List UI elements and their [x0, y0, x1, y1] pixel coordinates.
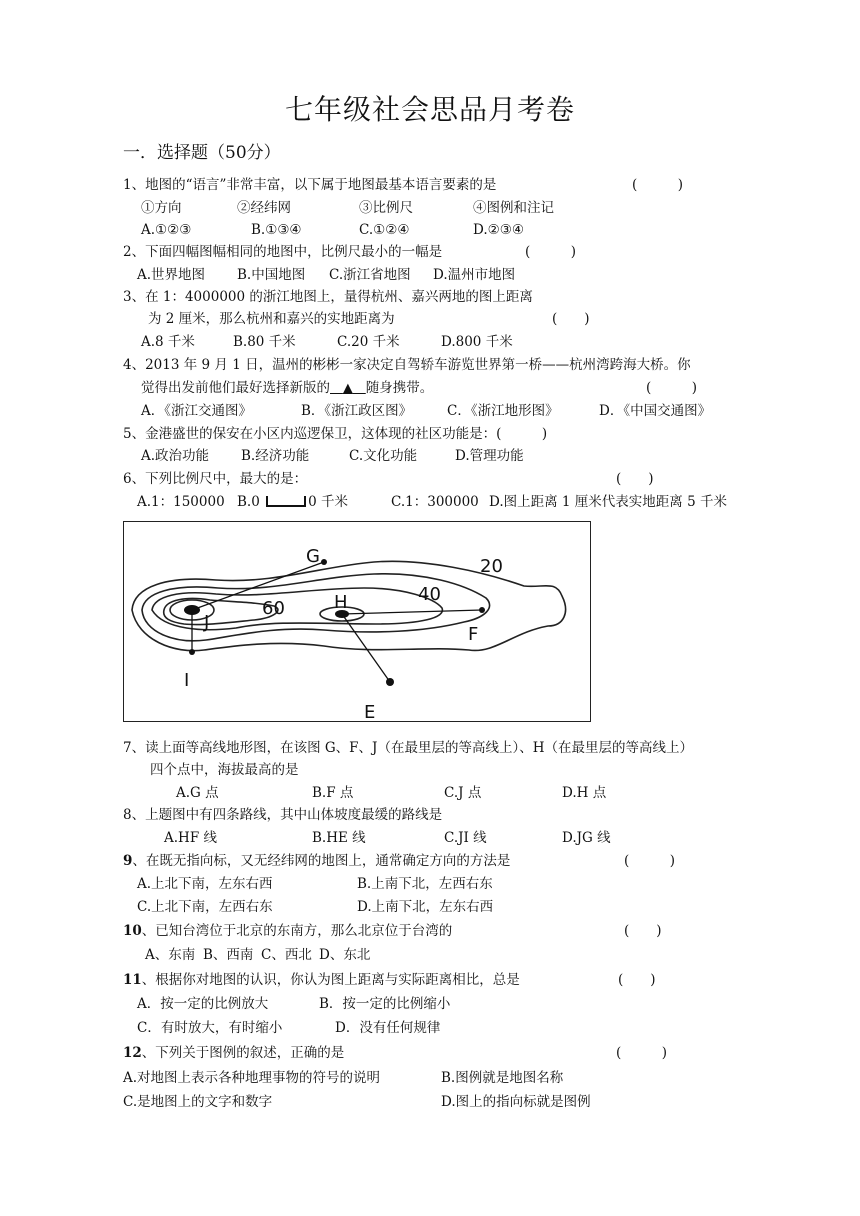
q8-stem: 8、上题图中有四条路线，其中山体坡度最缓的路线是: [123, 807, 443, 823]
q6-option-b: [237, 493, 348, 511]
scale-bar-icon: [266, 496, 306, 507]
q9-stem: [123, 852, 510, 870]
q6-option-c: C.1：300000: [391, 494, 479, 510]
q3-option: C.20 千米: [337, 334, 400, 350]
q10-option: B、西南: [203, 947, 254, 963]
q5-option: A.政治功能: [141, 448, 210, 464]
q9-number: 9: [123, 853, 133, 869]
q10-text: 、已知台湾位于北京的东南方，那么北京位于台湾的: [141, 923, 453, 939]
q5-option: C.文化功能: [349, 448, 418, 464]
q4-paren: ( ): [646, 380, 698, 396]
q9-paren: ( ): [624, 853, 676, 869]
q1-option: B.①③④: [251, 222, 302, 238]
q2-paren: ( ): [525, 244, 577, 260]
q11-stem: [123, 971, 520, 989]
q4-stem-prefix: 觉得出发前他们最好选择新版的: [141, 380, 330, 396]
q1-stem: 1、地图的“语言”非常丰富，以下属于地图最基本语言要素的是: [123, 177, 497, 193]
q12-paren: ( ): [616, 1045, 668, 1061]
q7-option: B.F 点: [312, 785, 354, 801]
q9-option: C.上北下南，左西右东: [137, 899, 273, 915]
q6-option-b-end: 0 千米: [308, 494, 348, 510]
q2-stem: 2、下面四幅图幅相同的地图中，比例尺最小的一幅是: [123, 244, 443, 260]
q9-text: 、在既无指向标，又无经纬网的地图上，通常确定方向的方法是: [132, 853, 511, 869]
q1-option: C.①②④: [359, 222, 410, 238]
q4-stem-line2: [141, 379, 433, 398]
q2-option: D.温州市地图: [433, 267, 516, 283]
q2-option: C.浙江省地图: [329, 267, 411, 283]
point-label-e: E: [364, 702, 376, 720]
contour-label-40: 40: [418, 584, 441, 605]
q3-option: D.800 千米: [441, 334, 513, 350]
q12-number: 12: [123, 1045, 142, 1061]
q12-option: B.图例就是地图名称: [441, 1070, 564, 1086]
q2-option: B.中国地图: [237, 267, 306, 283]
q1-item: ③比例尺: [359, 200, 413, 216]
point-label-i: I: [184, 670, 190, 691]
q4-blank: [330, 380, 366, 396]
q12-option: D.图上的指向标就是图例: [441, 1094, 591, 1110]
point-label-f: F: [468, 624, 479, 645]
contour-label-20: 20: [480, 556, 503, 577]
q11-text: 、根据你对地图的认识，你认为图上距离与实际距离相比，总是: [141, 972, 520, 988]
q4-stem: 4、2013 年 9 月 1 日，温州的彬彬一家决定自驾轿车游览世界第一桥——杭州湾跨海大桥。你: [123, 357, 691, 373]
q11-number: 11: [123, 972, 142, 988]
q9-option: B.上南下北，左西右东: [357, 876, 493, 892]
q3-stem: 3、在 1：4000000 的浙江地图上，量得杭州、嘉兴两地的图上距离: [123, 289, 533, 305]
q4-option: D．《中国交通图》: [599, 403, 712, 419]
route-jg: [192, 562, 324, 610]
q1-item: ①方向: [141, 200, 182, 216]
q9-option: D.上南下北，左东右西: [357, 899, 494, 915]
q2-option: A.世界地图: [137, 267, 206, 283]
contour-label-60: 60: [262, 598, 285, 619]
q1-item: ④图例和注记: [473, 200, 554, 216]
triangle-icon: ▲: [342, 381, 353, 396]
q6-option-a: A.1：150000: [137, 494, 225, 510]
q10-paren: ( ): [624, 923, 662, 939]
q10-option: C、西北: [261, 947, 312, 963]
q1-option: A.①②③: [141, 222, 192, 238]
contour-line-60: [164, 598, 278, 624]
q7-stem: 7、读上面等高线地形图，在该图 G、F、J（在最里层的等高线上）、H（在最里层的等高线上）: [123, 740, 693, 756]
q9-option: A.上北下南，左东右西: [137, 876, 273, 892]
point-label-j: J: [204, 612, 210, 633]
q6-paren: ( ): [616, 471, 654, 487]
q4-stem-suffix: 随身携带。: [365, 380, 434, 396]
q4-option: C．《浙江地形图》: [447, 403, 559, 419]
q12-text: 、下列关于图例的叙述，正确的是: [141, 1045, 345, 1061]
q5-option: D.管理功能: [455, 448, 524, 464]
q10-option: D、东北: [319, 947, 371, 963]
q1-paren: ( ): [632, 177, 684, 193]
q7-option: D.H 点: [562, 785, 607, 801]
q12-stem: [123, 1044, 344, 1062]
q7-option: A.G 点: [176, 785, 219, 801]
q10-number: 10: [123, 923, 142, 939]
q8-option: D.JG 线: [562, 830, 611, 846]
q8-option: B.HE 线: [312, 830, 366, 846]
point-label-h: H: [334, 592, 348, 613]
q3-option: A.8 千米: [141, 334, 195, 350]
q12-option: C.是地图上的文字和数字: [123, 1094, 273, 1110]
q11-option: C．有时放大，有时缩小: [137, 1020, 283, 1036]
section-heading: 一．选择题（50分）: [123, 143, 281, 163]
q4-option: B．《浙江政区图》: [301, 403, 413, 419]
q10-stem: [123, 922, 452, 940]
q8-option: C.JI 线: [444, 830, 487, 846]
q11-option: A．按一定的比例放大: [137, 996, 269, 1012]
q1-option: D.②③④: [473, 222, 524, 238]
q7-stem-line2: 四个点中，海拔最高的是: [150, 762, 299, 778]
q5-stem: 5、金港盛世的保安在小区内巡逻保卫，这体现的社区功能是：( ): [123, 426, 548, 442]
q3-stem-line2: 为 2 厘米，那么杭州和嘉兴的实地距离为: [148, 311, 395, 327]
q12-option: A.对地图上表示各种地理事物的符号的说明: [123, 1070, 381, 1086]
q6-stem: 6、下列比例尺中，最大的是：: [123, 471, 308, 487]
contour-map-drawing: [124, 522, 589, 720]
q7-option: C.J 点: [444, 785, 482, 801]
q8-option: A.HF 线: [164, 830, 217, 846]
q10-option: A、东南: [145, 947, 196, 963]
q4-option: A．《浙江交通图》: [141, 403, 252, 419]
q11-option: B．按一定的比例缩小: [319, 996, 451, 1012]
q3-option: B.80 千米: [233, 334, 296, 350]
q3-paren: ( ): [552, 311, 590, 327]
q11-paren: ( ): [618, 972, 656, 988]
q6-option-d: D.图上距离 1 厘米代表实地距离 5 千米: [489, 494, 727, 510]
q1-item: ②经纬网: [237, 200, 291, 216]
contour-map: [123, 521, 591, 722]
point-label-g: G: [306, 546, 320, 567]
page-title: 七年级社会思品月考卷: [284, 93, 575, 126]
q5-option: B.经济功能: [241, 448, 310, 464]
q11-option: D．没有任何规律: [335, 1020, 441, 1036]
q6-option-b-start: B.0: [237, 494, 260, 510]
